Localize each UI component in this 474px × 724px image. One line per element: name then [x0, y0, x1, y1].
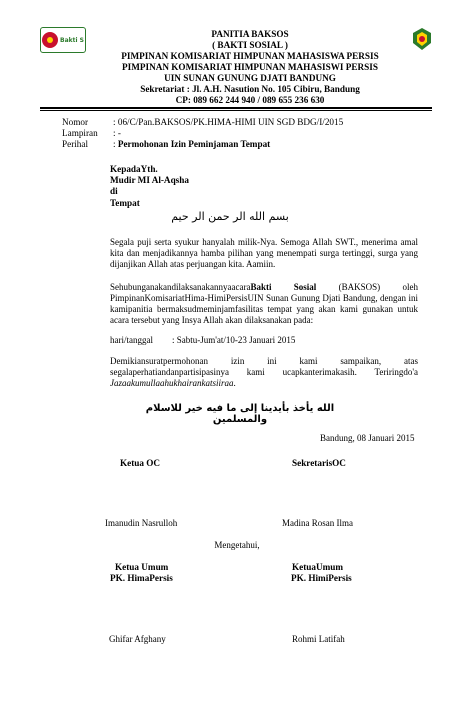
- sign-name-sekretaris-oc: Madina Rosan Ilma: [282, 518, 353, 528]
- mengetahui: Mengetahui,: [214, 540, 260, 550]
- paragraph-1: Segala puji serta syukur hanyalah milik-Nya. Semoga Allah SWT., menerima amal kita dan menjadikannya hamba pilihan yang menempati surga tertinggi, surga yang dijanjikan Allah atas perjuangan kita. Aamiin.: [110, 237, 418, 269]
- sign-title-sekretaris-oc: SekretarisOC: [292, 458, 346, 468]
- paragraph-3-end: .: [233, 378, 236, 388]
- sign-org-hima: PK. HimaPersis: [110, 573, 173, 583]
- perihal-label: Perihal: [62, 139, 89, 149]
- closing-prayer-arabic: الله يأخذ بأيدينا إلى ما فيه خير للاسلام والمسلمين: [145, 403, 335, 425]
- paragraph-3: [110, 356, 418, 389]
- sign-name-ketua-umum-hima: Ghifar Afghany: [109, 634, 166, 644]
- letterhead-line-4: PIMPINAN KOMISARIAT HIMPUNAN MAHASISWI PERSIS: [122, 62, 378, 72]
- nomor-value: : 06/C/Pan.BAKSOS/PK.HIMA-HIMI UIN SGD BDG/I/2015: [113, 117, 344, 127]
- recipient-line-2: Mudir MI Al-Aqsha: [110, 175, 189, 185]
- paragraph-2-rest: (BAKSOS) oleh PimpinanKomisariatHima-HimiPersisUIN Sunan Gunung Djati Bandung, dengan ini kamipanitia bermaksudmeminjamfasilitas tempat yang akan kami gunakan untuk acara tersebut yang Insya Allah akan dilaksanakan pada:: [110, 282, 418, 325]
- sign-title-ketua-umum-hima: Ketua Umum: [115, 562, 169, 572]
- sign-name-ketua-oc: Imanudin Nasrulloh: [105, 518, 178, 528]
- basmalah: بسم الله الر حمن الر حيم: [171, 210, 289, 223]
- letterhead-line-2: ( BAKTI SOSIAL ): [212, 40, 288, 50]
- nomor-label: Nomor: [62, 117, 89, 127]
- persis-emblem-icon: [411, 27, 433, 51]
- letterhead-phone: CP: 089 662 244 940 / 089 655 236 630: [175, 95, 325, 105]
- lampiran-value: : -: [113, 128, 121, 138]
- recipient-line-4: Tempat: [110, 198, 140, 208]
- letterhead-address: Sekretariat : Jl. A.H. Nasution No. 105 Cibiru, Bandung: [140, 84, 360, 94]
- logo-text: Bakti S: [60, 36, 84, 44]
- paragraph-2: [110, 282, 418, 326]
- perihal-sep: :: [113, 139, 118, 149]
- sign-title-ketua-oc: Ketua OC: [120, 458, 161, 468]
- letterhead-line-5: UIN SUNAN GUNUNG DJATI BANDUNG: [164, 73, 336, 83]
- perihal-line: [113, 139, 270, 150]
- paragraph-2-event: Bakti Sosial: [250, 282, 317, 292]
- paragraph-3-doa: Jazaakumullaahukhairankatsiiraa: [110, 378, 234, 388]
- perihal-value: Permohonan Izin Peminjaman Tempat: [117, 139, 271, 149]
- letterhead-line-1: PANITIA BAKSOS: [211, 29, 289, 39]
- letterhead-line-3: PIMPINAN KOMISARIAT HIMPUNAN MAHASISWA PERSIS: [121, 51, 379, 61]
- paragraph-3-text: Demikiansuratpermohonan izin ini kami sampaikan, atas segalaperhatiandanpartisipasinya kami ucapkanterimakasih. Teriringdo'a: [110, 356, 418, 377]
- sign-name-ketua-umum-himi: Rohmi Latifah: [292, 634, 345, 644]
- header-rule-thin: [40, 110, 432, 111]
- recipient-line-1: KepadaYth.: [110, 164, 158, 174]
- place-date: Bandung, 08 Januari 2015: [320, 433, 415, 443]
- recipient-line-3: di: [110, 186, 118, 196]
- sign-org-himi: PK. HimiPersis: [291, 573, 352, 583]
- header-rule-thick: [40, 107, 432, 109]
- bakti-sosial-logo: [40, 27, 86, 53]
- lampiran-label: Lampiran: [62, 128, 98, 138]
- logo-mark-icon: [42, 32, 58, 48]
- sign-title-ketua-umum-himi: KetuaUmum: [292, 562, 344, 572]
- paragraph-2-start: Sehubunganakandilaksanakannyaacara: [110, 282, 251, 292]
- date-value: : Sabtu-Jum'at/10-23 Januari 2015: [172, 335, 296, 345]
- date-label: hari/tanggal: [110, 335, 153, 345]
